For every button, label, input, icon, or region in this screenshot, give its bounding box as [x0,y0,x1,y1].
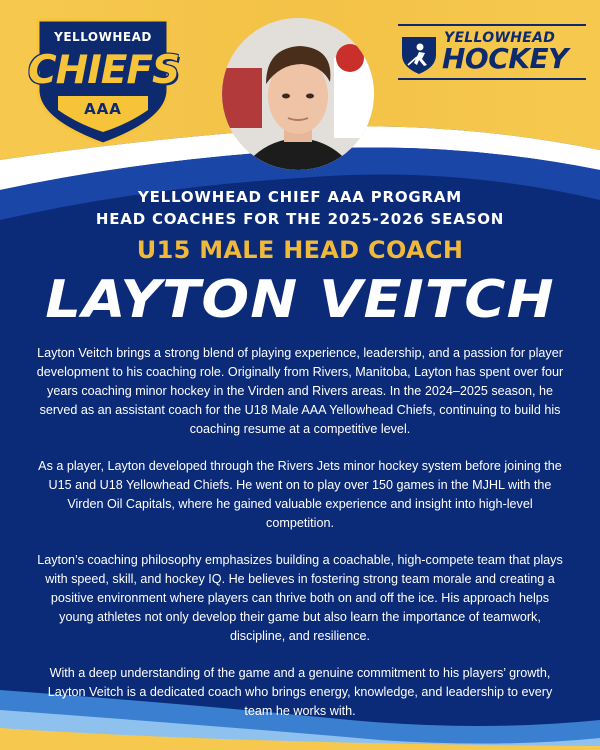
bio-paragraph: Layton Veitch brings a strong blend of playing experience, leadership, and a passion for player development to his coaching role. Originally from Rivers, Manitoba, Layton has spent over four years coaching minor hockey in the Virden and Rivers areas. In the 2024–2025 season, he served as an assistant coach for the U18 Male AAA Yellowhead Chiefs, continuing to build his coaching resume at a competitive level. [36,346,564,436]
chiefs-logo-main-text: CHIEFS [28,48,180,93]
yellowhead-chiefs-logo [28,12,178,150]
coach-photo [222,18,374,170]
hockey-player-shield-icon [400,35,438,75]
bio-paragraph: Layton’s coaching philosophy emphasizes building a coachable, high-compete team that plays with speed, skill, and hockey IQ. He believes in fostering strong team morale and creating a positive environment where players can thrive both on and off the ice. His approach helps young athletes not only develop their game but also learn the importance of teamwork, discipline, and resilience. [37,553,563,643]
coach-role-title: U15 MALE HEAD COACH [136,236,464,264]
bio-text [36,344,564,739]
yellowhead-hockey-logo [398,24,586,80]
hockey-logo-top-text: YELLOWHEAD [444,30,556,46]
chiefs-logo-sub-text: AAA [84,100,122,118]
coach-name: LAYTON VEITCH [45,270,555,330]
bio-paragraph: With a deep understanding of the game and a genuine commitment to his players’ growth, Layton Veitch is a dedicated coach who brings energy, knowledge, and leadership to every team he works with. [47,666,553,718]
program-heading: YELLOWHEAD CHIEF AAA PROGRAM [137,188,463,206]
bio-paragraph: As a player, Layton developed through the Rivers Jets minor hockey system before joining the U15 and U18 Yellowhead Chiefs. He went on to play over 150 games in the MJHL with the Virden Oil Capitals, where he gained valuable experience and insight into high-level competition. [38,459,562,530]
hockey-logo-main-text: HOCKEY [442,42,568,75]
chiefs-logo-top-text: YELLOWHEAD [54,30,152,44]
season-heading: HEAD COACHES FOR THE 2025-2026 SEASON [95,210,505,228]
